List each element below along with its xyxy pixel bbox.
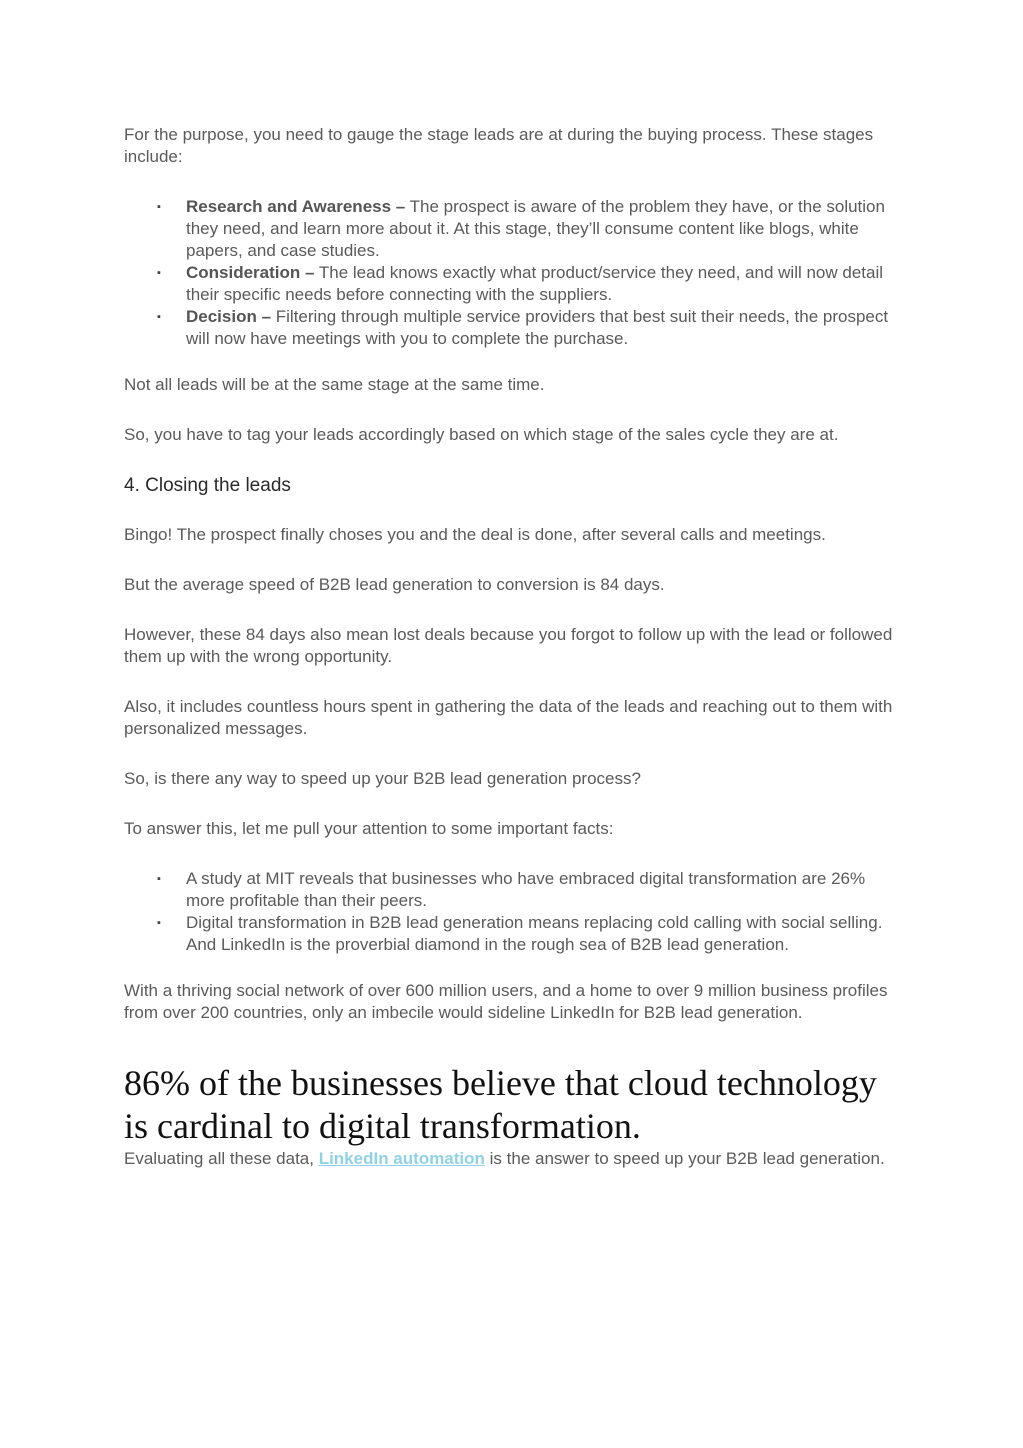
fact-text: Digital transformation in B2B lead generation means replacing cold calling with social selling. And LinkedIn is the proverbial diamond in the rough sea of B2B lead generation. (186, 913, 883, 954)
list-item (157, 196, 904, 262)
stage-title: Consideration – (186, 263, 315, 282)
fact-text: A study at MIT reveals that businesses who have embraced digital transformation are 26% more profitable than their peers. (186, 869, 866, 910)
stage-title: Decision – (186, 307, 272, 326)
not-all-paragraph: Not all leads will be at the same stage at the same time. (124, 375, 545, 394)
final-paragraph (124, 1148, 904, 1170)
final-text-after: is the answer to speed up your B2B lead generation. (484, 1149, 885, 1168)
question-paragraph: So, is there any way to speed up your B2B lead generation process? (124, 769, 641, 788)
list-item (157, 912, 904, 956)
list-item (157, 306, 904, 350)
document-page (124, 124, 904, 1170)
also-paragraph: Also, it includes countless hours spent in gathering the data of the leads and reaching out to them with personalized messages. (124, 697, 893, 738)
square-bullet-icon: ▪ (157, 267, 161, 279)
square-bullet-icon: ▪ (157, 311, 161, 323)
big-heading: 86% of the businesses believe that cloud technology is cardinal to digital transformation. (124, 1063, 877, 1146)
stages-list (124, 196, 904, 350)
however-paragraph: However, these 84 days also mean lost deals because you forgot to follow up with the lead or followed them up with the wrong opportunity. (124, 625, 893, 666)
stage-text: The prospect is aware of the problem they have, or the solution they need, and learn more about it. At this stage, they’ll consume content like blogs, white papers, and case studies. (186, 197, 885, 260)
answer-paragraph: To answer this, let me pull your attention to some important facts: (124, 819, 614, 838)
section-heading: 4. Closing the leads (124, 475, 291, 496)
list-item (157, 868, 904, 912)
thriving-paragraph: With a thriving social network of over 600 million users, and a home to over 9 million business profiles from over 200 countries, only an imbecile would sideline LinkedIn for B2B lead generation. (124, 981, 888, 1022)
list-item (157, 262, 904, 306)
bingo-paragraph: Bingo! The prospect finally choses you and the deal is done, after several calls and meetings. (124, 525, 826, 544)
tag-paragraph: So, you have to tag your leads accordingly based on which stage of the sales cycle they are at. (124, 425, 839, 444)
final-text-before: Evaluating all these data, (124, 1149, 319, 1168)
stage-title: Research and Awareness – (186, 197, 406, 216)
facts-list (124, 868, 904, 956)
linkedin-automation-link[interactable]: LinkedIn automation (318, 1149, 485, 1168)
square-bullet-icon: ▪ (157, 873, 161, 885)
average-paragraph: But the average speed of B2B lead generation to conversion is 84 days. (124, 575, 665, 594)
stage-text: Filtering through multiple service providers that best suit their needs, the prospect will now have meetings with you to complete the purchase. (186, 307, 889, 348)
square-bullet-icon: ▪ (157, 917, 161, 929)
intro-paragraph: For the purpose, you need to gauge the stage leads are at during the buying process. These stages include: (124, 125, 874, 166)
square-bullet-icon: ▪ (157, 201, 161, 213)
stage-text: The lead knows exactly what product/service they need, and will now detail their specific needs before connecting with the suppliers. (186, 263, 884, 304)
